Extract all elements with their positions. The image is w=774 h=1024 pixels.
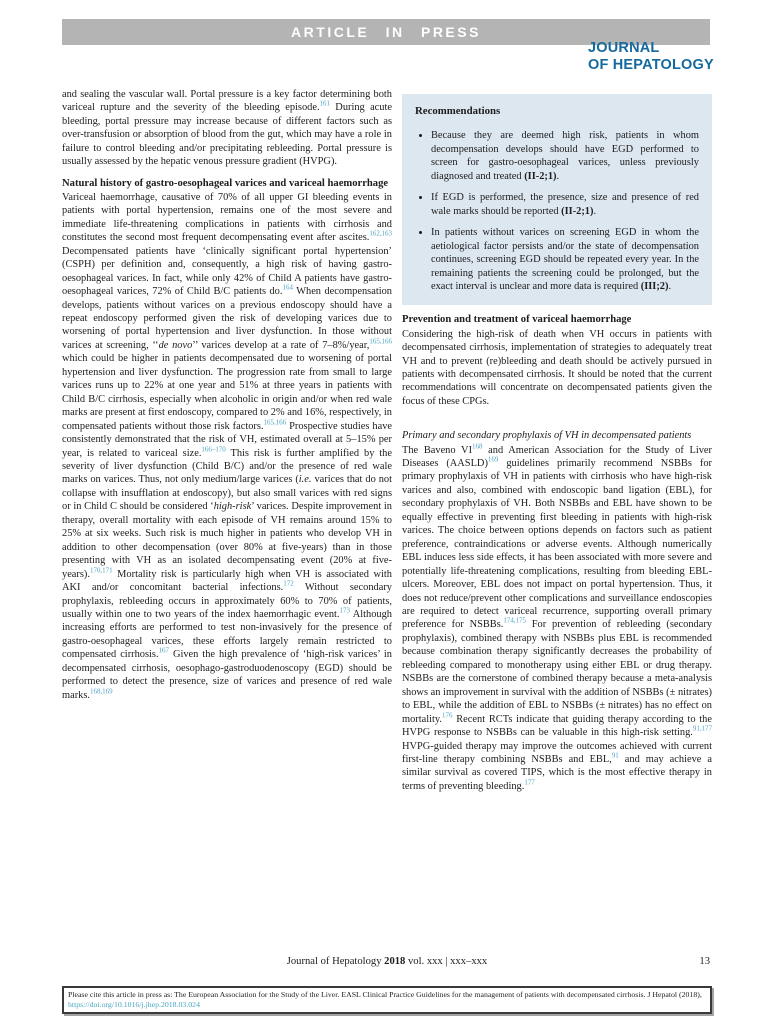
reference-superscript[interactable]: 165,166 [369,337,392,346]
bold-text: (II-2;1) [524,170,557,182]
paragraph-natural-history: Variceal haemorrhage, causative of 70% of all upper GI bleeding events in patients with portal hypertension, remains one of the most severe and immediate life-threatening complications in patients with cirrhosis and constitutes the second most frequent decompensating event after ascites.$^{162,163}$ Decompensated patients have ‘clinically significant portal hypertension’ (CSPH) per definition and, consequently, a high risk of having gastro-oesophageal varices. In fact, while only 42% of Child A patients have gastro-oesophageal varices, 72% of Child B/C patients do.$^{164}$ When decompensation develops, patients without varices on a previous endoscopy should have a repeat endoscopy performed given the risk of developing varices due to worsening of portal hypertension and liver dysfunction. In those without varices at screening, ‘‘de novo’’ varices develop at a rate of 7–8%/year,$^{165,166}$ which could be higher in patients decompensated due to worsening of portal hypertension and liver dysfunction. The progression rate from small to large varices runs up to 22% at one year and 51% at three years in patients with Child B/C cirrhosis, especially when alcoholic in origin and/or when red wale marks are present at first endoscopy, compared to 2% and 16%, respectively, in compensated patients without those risk factors.$^{165,166}$ Prospective studies have consistently demonstrated that the risk of VH, estimated overall at 5–15% per year, is related to variceal size.$^{166-170}$ This risk is further amplified by the severity of liver dysfunction (Child B/C) and/or the presence of red wale marks on varices. Thus, not only medium/large varices (i.e. varices that do not collapse with insufflation at endoscopy), but also small varices with red signs or in Child C should be considered ‘high-risk’ varices. Despite improvement in therapy, overall mortality with each episode of VH remains around 15% to 25% at six weeks. Such risk is much higher in patients who develop VH in addition to other decompensation (over 80% at five-years) than in those presenting with VH as an isolated decompensating event (20% at five-years).$^{170,171}$ Mortality risk is particularly high when VH is associated with AKI and/or concomitant bacterial infections.$^{172}$ Without secondary prophylaxis, rebleeding occurs in approximately 60% to 70% of patients, usually within one to two years of the index haemorrhagic event.$^{173}$ Although increasing efforts are performed to test non-invasively for the presence of gastro-oesophageal varices, these efforts largely remain restricted to compensated cirrhosis.$^{167}$ Given the high prevalence of ‘high-risk varices’ in decompensated cirrhosis, oesophago-gastroduodenoscopy (EGD) should be performed to detect the presence, size of varices and presence of red wale marks.$^{168,169}$ [62,191,393,701]
reference-superscript[interactable]: 168,169 [90,687,113,696]
bold-text: (III;2) [640,280,669,292]
bold-text: (II-2;1) [561,205,594,217]
reference-superscript[interactable]: 164 [282,283,293,292]
reference-superscript[interactable]: 162,163 [369,229,392,238]
reference-superscript[interactable]: 165,166 [263,418,287,427]
paragraph-prophylaxis: The Baveno VI$^{168}$ and American Association for the Study of Liver Diseases (AASLD)$^{169}$ guidelines primarily recommend NSBBs for primary prophylaxis of VH in patients with cirrhosis who have high-risk varices and also, combined with endoscopic band ligation (EBL), for secondary prophylaxis of VH. Both NSBBs and EBL have shown to be equally effective in preventing first bleeding in patients with high-risk varices. The choice between options depends on factors such as patient preference, contraindications or adverse events. Although numerically EBL induces less side effects, it has been associated with more severe and potentially life-threatening complications, resulting from bleeding EBL-ulcers. Moreover, EBL does not impact on portal hypertension. Thus, it does not reduce/prevent other complications and surveillance endoscopies are required to detect variceal recurrence, supporting overall primary preference for NSBBs.$^{174,175}$ For prevention of rebleeding (secondary prophylaxis), combined therapy with NSBBs plus EBL is recommended because combination therapy significantly decreases the probability of rebleeding compared to monotherapy using either EBL or drug therapy. NSBBs are the cornerstone of combined therapy because a meta-analysis shows an improvement in survival with the addition of NSBBs (± nitrates) to EBL, while the addition of EBL to NSBBs (± nitrates) has no effect on mortality.$^{176}$ Recent RCTs indicate that guiding therapy according to the HVPG response to NSBBs can be valuable in this high-risk setting.$^{91,177}$ HVPG-guided therapy may improve the outcomes achieved with current first-line therapy combining NSBBs and EBL,$^{91}$ and may achieve a similar survival as covered TIPS, which is the most effective therapy in terms of preventing bleeding.$^{177}$ [402,442,713,792]
subsection-heading-prophylaxis: Primary and secondary prophylaxis of VH in decompensated patients [402,430,692,442]
reference-superscript[interactable]: 91 [611,751,619,760]
right-column [402,88,712,793]
italic-text: i.e. [298,474,312,486]
bold-text: 2018 [384,956,406,967]
journal-logo-line2: OF HEPATOLOGY [588,56,714,73]
paragraph-portal-pressure: and sealing the vascular wall. Portal pressure is a key factor determining both variceal rupture and the severity of the bleeding episode.$^{161}$ During acute bleeding, portal pressure may increase because of different factors such as over-transfusion or absorption of blood from the gut, which may have a role in failure to control bleeding and/or precipitating rebleeding. Portal pressure is usually assessed by the hepatic venous pressure gradient (HVPG). [62,89,392,168]
reference-superscript[interactable]: 167 [158,646,170,655]
reference-superscript[interactable]: 174,175 [503,616,526,625]
italic-text: de novo [158,339,193,351]
reference-superscript[interactable]: 172 [283,579,294,588]
left-column [62,88,392,793]
citation-box [62,986,712,1014]
section-heading-prevention-treatment: Prevention and treatment of variceal haemorrhage [402,314,632,326]
footer [62,956,712,970]
page-number: 13 [699,956,710,967]
reference-superscript[interactable]: 166–170 [201,445,226,454]
recommendation-item: • If EGD is performed, the presence, size and presence of red wale marks should be reported (II-2;1). [431,191,699,218]
journal-logo [588,40,714,73]
italic-text: high-risk [213,501,252,513]
reference-superscript[interactable]: 173 [339,606,350,615]
recommendations-list [418,129,699,293]
reference-superscript[interactable]: 177 [524,778,535,787]
reference-superscript[interactable]: 161 [319,99,330,108]
reference-superscript[interactable]: 170,171 [89,566,113,575]
paragraph-prevention-intro: Considering the high-risk of death when VH occurs in patients with decompensated cirrhosis, implementation of strategies to adequately treat VH and to prevent (re)bleeding and death should be actively pursued in patients with decompensated cirrhosis. It should be noted that the current recommendations will concentrate on decompensated patients given the focus of these CPGs. [402,328,712,407]
article-body [62,88,712,793]
section-heading-natural-history: Natural history of gastro-oesophageal varices and variceal haemorrhage [62,177,389,189]
recommendation-item: • In patients without varices on screening EGD in whom the aetiological factor persists and/or the state of decompensation continues, screening EGD should be repeated every year. In the remaining patients the screening could be prolonged, but the exact interval is unclear and more data is required (III;2). [431,226,699,293]
reference-superscript[interactable]: 176 [442,711,453,720]
recommendations-title: Recommendations [415,105,501,117]
recommendations-box [402,94,712,305]
reference-superscript[interactable]: 169 [487,455,499,464]
journal-logo-line1: JOURNAL [588,40,660,56]
citation-text: Please cite this article in press as: The European Association for the Study of the Liver. EASL Clinical Practice Guidelines for the management of patients with decompensated cirrhosis. J Hepatol (2018), https://doi.org/10.1016/j.jhep.2018.03.024 [68,990,702,1009]
article-in-press-text: ARTICLE IN PRESS [291,24,481,40]
reference-superscript[interactable]: 91,177 [692,724,712,733]
reference-superscript[interactable]: 168 [472,442,483,451]
footer-journal-line: Journal of Hepatology 2018 vol. xxx | xxx–xxx [286,956,488,967]
recommendation-item: • Because they are deemed high risk, patients in whom decompensation develops should have EGD performed to screen for gastro-oesophageal varices, unless previously diagnosed and treated (II-2;1). [431,129,699,183]
doi-link[interactable]: https://doi.org/10.1016/j.jhep.2018.03.024 [68,999,200,1009]
